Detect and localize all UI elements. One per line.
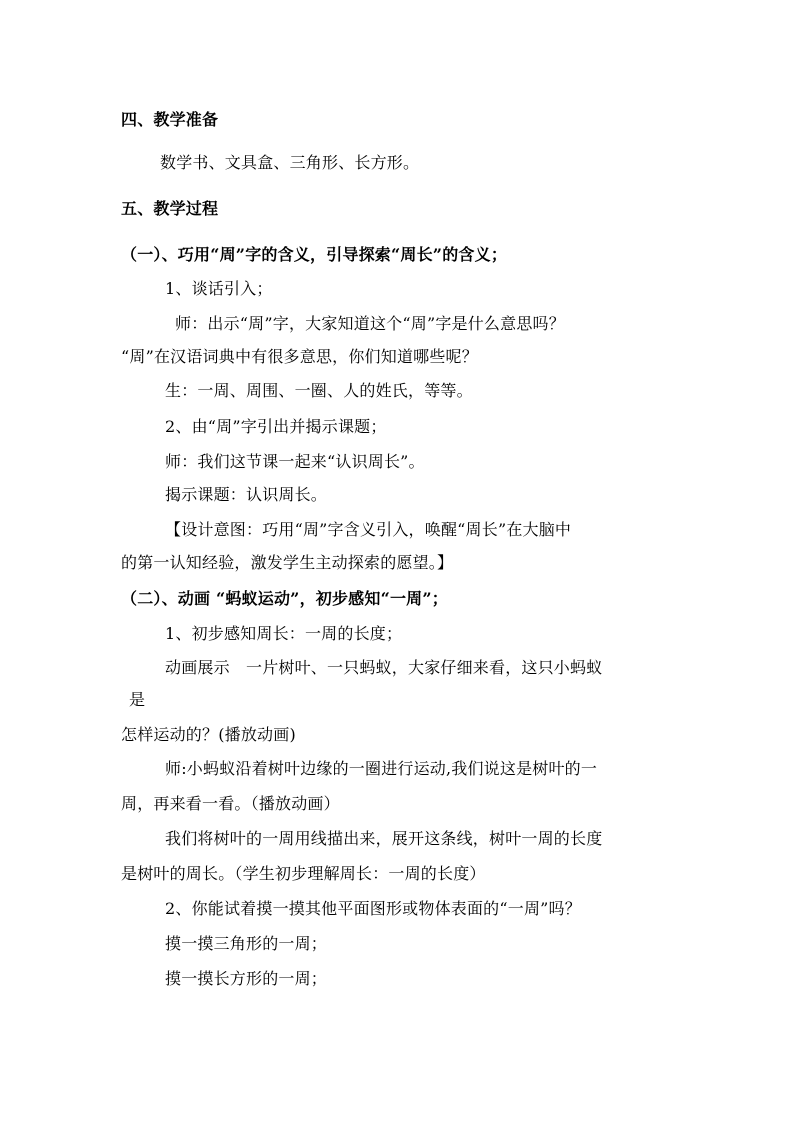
paragraph-line: 是树叶的周长。（学生初步理解周长：一周的长度） <box>121 864 486 883</box>
paragraph-line: 数学书、文具盒、三角形、长方形。 <box>160 153 420 172</box>
paragraph-line: 摸一摸长方形的一周； <box>165 969 328 988</box>
section-heading-process: 五、教学过程 <box>121 199 219 218</box>
paragraph-line: 是 <box>129 690 146 709</box>
section-heading-preparation: 四、教学准备 <box>121 110 219 129</box>
design-intent-note: 的第一认知经验，激发学生主动探索的愿望。】 <box>121 553 454 572</box>
paragraph-line: 2、由“周”字引出并揭示课题； <box>165 417 387 436</box>
paragraph-line: 1、谈话引入； <box>165 279 273 298</box>
paragraph-line: 师：出示“周”字，大家知道这个“周”字是什么意思吗？ <box>175 314 565 333</box>
subsection-heading-two: （二）、动画 “蚂蚁运动”，初步感知“一周”； <box>121 589 448 608</box>
paragraph-line: 1、初步感知周长：一周的长度； <box>165 624 403 643</box>
paragraph-line: 动画展示 一片树叶、一只蚂蚁，大家仔细来看，这只小蚂蚁 <box>165 658 603 677</box>
paragraph-line: 怎样运动的？(播放动画) <box>121 725 296 744</box>
paragraph-line: 师：我们这节课一起来“认识周长”。 <box>165 452 425 471</box>
subsection-heading-one: （一）、巧用“周”字的含义，引导探索“周长”的含义； <box>121 245 508 264</box>
paragraph-line: “周”在汉语词典中有很多意思，你们知道哪些呢？ <box>121 347 478 366</box>
paragraph-line: 我们将树叶的一周用线描出来，展开这条线，树叶一周的长度 <box>165 829 603 848</box>
design-intent-note: 【设计意图：巧用“周”字含义引入，唤醒“周长”在大脑中 <box>165 520 572 539</box>
paragraph-line: 摸一摸三角形的一周； <box>165 934 328 953</box>
paragraph-line: 揭示课题：认识周长。 <box>165 485 328 504</box>
paragraph-line: 师:小蚂蚁沿着树叶边缘的一圈进行运动,我们说这是树叶的一 <box>165 759 598 778</box>
paragraph-line: 生：一周、周围、一圈、人的姓氏，等等。 <box>165 381 473 400</box>
paragraph-line: 2、你能试着摸一摸其他平面图形或物体表面的“一周”吗？ <box>165 899 581 918</box>
paragraph-line: 周，再来看一看。（播放动画） <box>121 794 340 813</box>
